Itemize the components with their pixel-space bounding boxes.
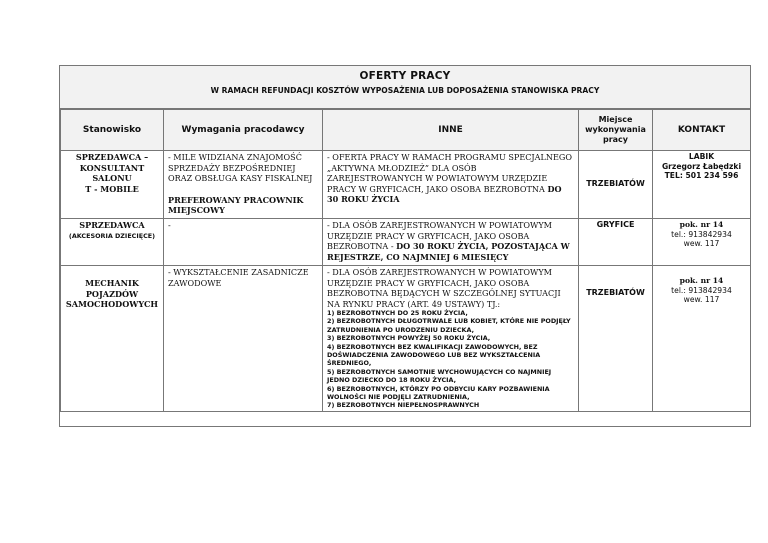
position-line: POJAZDÓW	[85, 288, 139, 299]
column-header-position: Stanowisko	[61, 110, 164, 151]
other-emphasis: DO 30 ROKU ŻYCIA, POZOSTAJĄCA W REJESTRZE, CO NAJMNIEJ 6 MIESIĘCY	[327, 241, 570, 262]
list-item: 2) BEZROBOTNYCH DŁUGOTRWALE LUB KOBIET, KTÓRE NIE PODJĘŁY ZATRUDNIENIA PO URODZENIU DZIECKA,	[327, 317, 571, 334]
requirements-cell	[164, 151, 323, 219]
contact-line: pok. nr 14	[679, 220, 724, 229]
position-line: SPRZEDAWCA –	[75, 152, 149, 162]
other-cell	[323, 266, 579, 412]
position-cell	[61, 151, 164, 219]
place-cell: TRZEBIATÓW	[579, 266, 653, 412]
requirements-cell: - WYKSZTAŁCENIE ZASADNICZE ZAWODOWE	[164, 266, 323, 412]
list-item: 5) BEZROBOTNYCH SAMOTNIE WYCHOWUJĄCYCH CO NAJMNIEJ JEDNO DZIECKO DO 18 ROKU ŻYCIA,	[327, 367, 552, 385]
contact-line: wew. 117	[683, 295, 720, 305]
place-cell: TRZEBIATÓW	[579, 151, 653, 219]
list-item: 7) BEZROBOTNYCH NIEPEŁNOSPRAWNYCH	[327, 401, 480, 410]
table-row	[61, 219, 751, 266]
other-text: - OFERTA PRACY W RAMACH PROGRAMU SPECJALNEGO „AKTYWNA MŁODZIEŻ” DLA OSÓB ZAREJESTROWANYCH W POWIATOWYM URZĘDZIE PRACY W GRYFICACH, JAKO OSOBA BEZROBOTNA	[327, 152, 572, 194]
position-subtitle: (AKCESORIA DZIECIĘCE)	[68, 231, 156, 240]
list-item: 6) BEZROBOTNYCH, KTÓRZY PO ODBYCIU KARY POZBAWIENIA WOLNOŚCI NIE PODJĘLI ZATRUDNIENIA,	[327, 384, 550, 402]
column-header-contact: KONTAKT	[653, 110, 751, 151]
position-line: SALONU	[92, 173, 132, 183]
contact-line: tel.: 913842934	[671, 229, 732, 239]
contact-cell	[653, 266, 751, 412]
other-text: - DLA OSÓB ZAREJESTROWANYCH W POWIATOWYM URZĘDZIE PRACY W GRYFICACH, JAKO OSOBA BEZROBOTNA BĘDĄCYCH W SZCZEGÓLNEJ SYTUACJI NA RYNKU PRACY (ART. 49 USTAWY) TJ.:	[327, 267, 561, 309]
column-header-place: Miejsce wykonywania pracy	[579, 110, 653, 151]
other-cell	[323, 151, 579, 219]
list-item: 4) BEZROBOTNYCH BEZ KWALIFIKACJI ZAWODOWYCH, BEZ DOŚWIADCZENIA ZAWODOWEGO LUB BEZ WYKSZTAŁCENIA ŚREDNIEGO,	[327, 342, 541, 368]
position-line: SAMOCHODOWYCH	[65, 299, 159, 310]
contact-line: tel.: 913842934	[671, 285, 732, 295]
table-row	[61, 266, 751, 412]
position-line: MECHANIK	[85, 278, 139, 289]
other-text: - DLA OSÓB ZAREJESTROWANYCH W POWIATOWYM URZĘDZIE PRACY W GRYFICACH, JAKO OSOBA BEZROBOTNA -	[327, 220, 552, 251]
requirements-note: PREFEROWANY PRACOWNIK MIEJSCOWY	[168, 194, 304, 215]
list-item: 3) BEZROBOTNYCH POWYŻEJ 50 ROKU ŻYCIA,	[327, 334, 491, 343]
other-emphasis: DO 30 ROKU ŻYCIA	[327, 183, 562, 204]
other-cell	[323, 219, 579, 266]
position-line: T - MOBILE	[85, 183, 139, 194]
column-header-requirements: Wymagania pracodawcy	[164, 110, 323, 151]
contact-cell	[653, 219, 751, 266]
contact-line: TEL: 501 234 596	[664, 171, 739, 181]
job-offers-document	[59, 65, 751, 427]
document-header	[60, 66, 750, 109]
place-cell: GRYFICE	[579, 219, 653, 266]
contact-cell	[653, 151, 751, 219]
position-cell	[61, 219, 164, 266]
requirements-cell: -	[164, 219, 323, 266]
list-item: 1) BEZROBOTNYCH DO 25 ROKU ŻYCIA,	[327, 309, 468, 317]
column-header-other: INNE	[323, 110, 579, 151]
table-row	[61, 151, 751, 219]
contact-line: Grzegorz Łabędzki	[661, 161, 742, 171]
contact-line: wew. 117	[683, 239, 720, 249]
page-title: OFERTY PRACY	[359, 70, 451, 82]
conditions-list	[327, 309, 574, 410]
page-subtitle: W RAMACH REFUNDACJI KOSZTÓW WYPOSAŻENIA LUB DOPOSAŻENIA STANOWISKA PRACY	[210, 86, 600, 95]
contact-line: LABIK	[688, 152, 715, 161]
contact-line: pok. nr 14	[679, 276, 724, 285]
position-cell	[61, 266, 164, 412]
position-line: SPRZEDAWCA	[79, 220, 145, 230]
position-line: KONSULTANT	[79, 162, 145, 173]
table-header-row	[61, 110, 751, 151]
requirements-text: - MILE WIDZIANA ZNAJOMOŚĆ SPRZEDAŻY BEZPOŚREDNIEJ ORAZ OBSŁUGA KASY FISKALNEJ	[168, 152, 313, 183]
job-offers-table	[60, 109, 751, 412]
